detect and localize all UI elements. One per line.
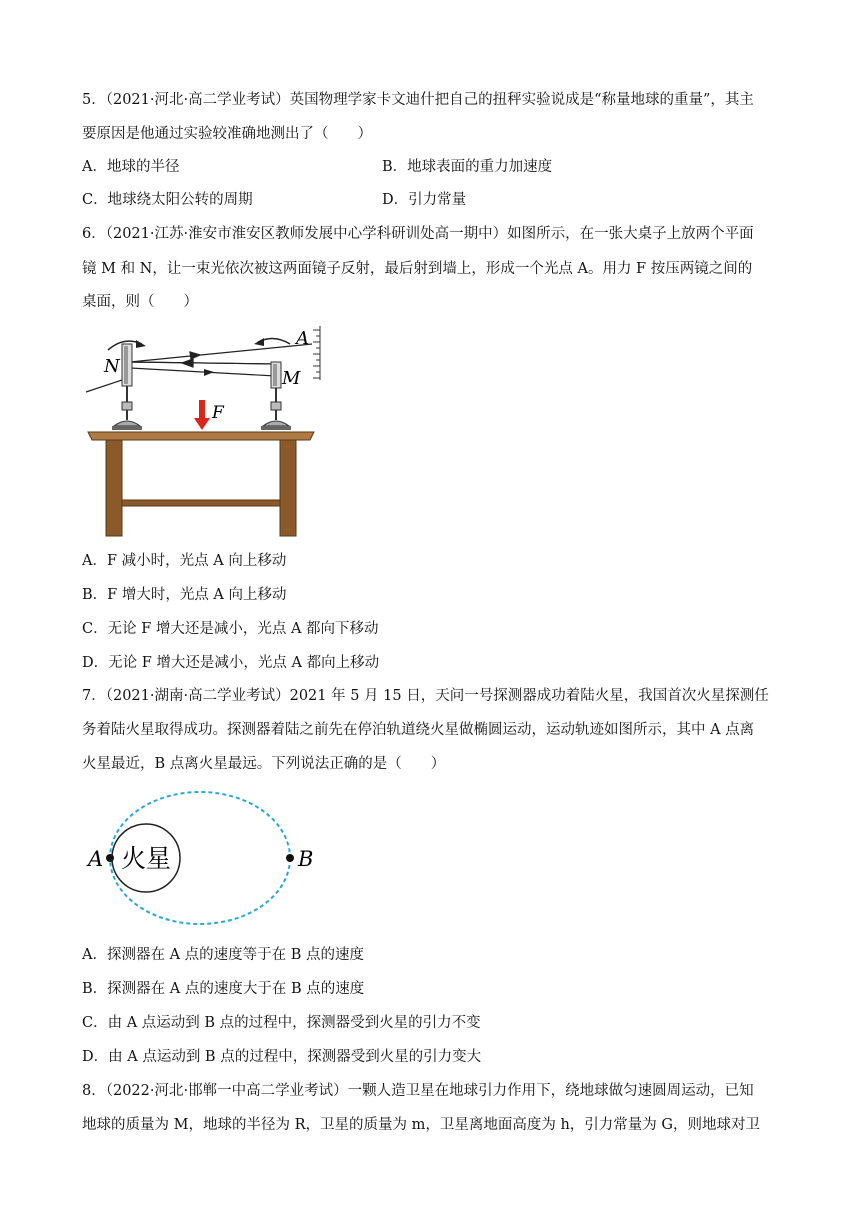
q7-stem-line3: 火星最近，B 点离火星最远。下列说法正确的是（ ） [82,756,446,772]
label-point-b: B [298,847,314,871]
q5-stem-line1: 5．（2021·河北·高二学业考试）英国物理学家卡文迪什把自己的扭秤实验说成是“称量地球的重量”，其主 [82,92,754,108]
q7-option-b[interactable]: B．探测器在 A 点的速度大于在 B 点的速度 [82,981,365,997]
label-m: M [282,368,301,389]
q6-stem-line2: 镜 M 和 N，让一束光依次被这两面镜子反射，最后射到墙上，形成一个光点 A。用力 F 按压两镜之间的 [82,261,753,277]
mars-label: 火星 [120,844,172,873]
point-b [286,854,294,862]
label-a: A [296,328,309,349]
q6-option-a[interactable]: A．F 减小时，光点 A 向上移动 [82,553,287,569]
q7-stem-line1: 7．（2021·湖南·高二学业考试）2021 年 5 月 15 日，天问一号探测器成功着陆火星，我国首次火星探测任 [82,688,769,704]
q6-option-c[interactable]: C．无论 F 增大还是减小，光点 A 都向下移动 [82,621,379,637]
mars-orbit-figure [84,788,324,928]
q8-stem-line1: 8．（2022·河北·邯郸一中高二学业考试）一颗人造卫星在地球引力作用下，绕地球做匀速圆周运动，已知 [82,1083,754,1099]
reflected-ray [130,368,276,376]
q5-option-d[interactable]: D．引力常量 [382,192,467,208]
q8-stem-line2: 地球的质量为 M，地球的半径为 R，卫星的质量为 m，卫星离地面高度为 h，引力常量为 G，则地球对卫 [82,1117,760,1133]
mirror-table-figure [84,322,324,540]
label-point-a: A [88,847,104,871]
label-n: N [104,356,120,377]
wall-ruler [313,326,320,380]
q6-option-b[interactable]: B．F 增大时，光点 A 向上移动 [82,587,287,603]
table [88,432,314,536]
q5-stem-line2: 要原因是他通过实验较准确地测出了（ ） [82,126,372,142]
q7-option-c[interactable]: C．由 A 点运动到 B 点的过程中，探测器受到火星的引力不变 [82,1015,481,1031]
q7-stem-line2: 务着陆火星取得成功。探测器着陆之前先在停泊轨道绕火星做椭圆运动，运动轨迹如图所示，其中 A 点离 [82,722,755,738]
q6-stem-line1: 6．（2021·江苏·淮安市淮安区教师发展中心学科研训处高一期中）如图所示，在一张大桌子上放两个平面 [82,226,754,242]
q6-stem-line3: 桌面，则（ ） [82,294,198,310]
q5-option-c[interactable]: C．地球绕太阳公转的周期 [82,192,253,208]
curved-arrow-m-head [254,338,264,346]
q6-option-d[interactable]: D．无论 F 增大还是减小，光点 A 都向上移动 [82,655,380,671]
force-arrow-icon [194,400,210,430]
q5-option-b[interactable]: B．地球表面的重力加速度 [382,159,553,175]
q7-option-d[interactable]: D．由 A 点运动到 B 点的过程中，探测器受到火星的引力变大 [82,1049,482,1065]
q7-option-a[interactable]: A．探测器在 A 点的速度等于在 B 点的速度 [82,947,365,963]
point-a [106,854,114,862]
ray-arrow [204,369,214,376]
q5-option-a[interactable]: A．地球的半径 [82,159,180,175]
curved-arrow-n-head [136,340,146,348]
label-f: F [212,403,224,423]
